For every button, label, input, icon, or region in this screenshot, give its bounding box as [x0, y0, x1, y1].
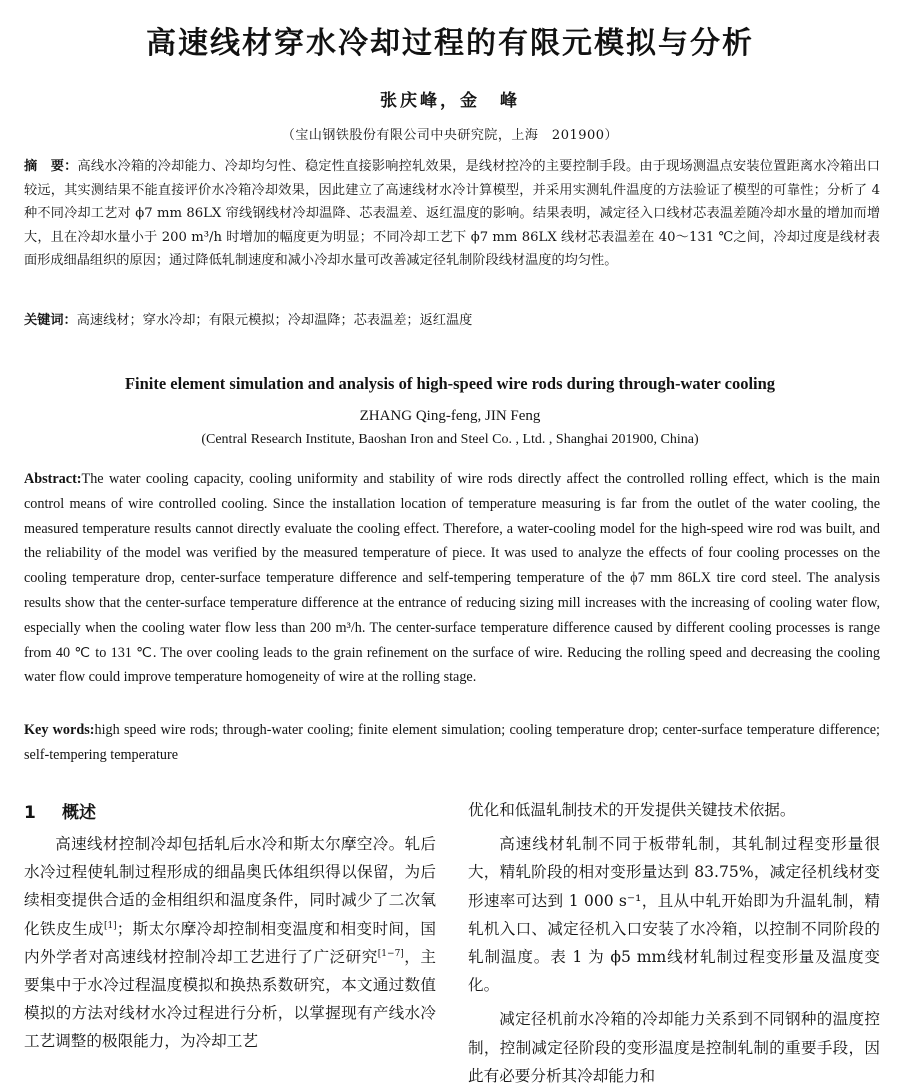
abstract-cn-text: 高线水冷箱的冷却能力、冷却均匀性、稳定性直接影响控轧效果，是线材控冷的主要控制手段。由于现场测温点安装位置距离水冷箱出口较远，其实测结果不能直接评价水冷箱冷却效果，因此建立了高速线材水冷计算模型，并采用实测轧件温度的方法验证了模型的可靠性；分析了 4 种不同冷却工艺对 ϕ7 mm 86LX 帘线钢线材冷却温降、芯表温差、返红温度的影响。结果表明，减定径入口线材芯表温差随冷却水量的增加而增大，且在冷却水量小于 200 m³/h 时增加的幅度更为明显；不同冷却工艺下 ϕ7 mm 86LX 线材芯表温差在 40～131 ℃之间，冷却过度是线材表面形成细晶组织的原因；通过降低轧制速度和减小冷却水量可改善减定径轧制阶段线材温度的均匀性。 — [24, 159, 880, 268]
abstract-cn-label: 摘 要： — [24, 159, 78, 174]
body-paragraph: 高速线材轧制不同于板带轧制，其轧制过程变形量很大，精轧阶段的相对变形量达到 83.75%，减定径机线材变形速率可达到 1 000 s⁻¹，且从中轧开始即为升温轧制，精轧机入口、减定径机入口安装了水冷箱，以控制不同阶段的轧制温度。表 1 为 ϕ5 mm线材轧制过程变形量及温度变化。 — [468, 835, 880, 995]
affiliation-cn: （宝山钢铁股份有限公司中央研究院，上海 201900） — [281, 128, 619, 143]
abstract-en — [24, 467, 880, 690]
authors-en: ZHANG Qing-feng, JIN Feng — [359, 408, 541, 424]
section-title: 概述 — [62, 803, 96, 823]
section-heading — [24, 800, 436, 830]
keywords-cn-label: 关键词： — [24, 313, 77, 328]
authors-cn: 张庆峰，金 峰 — [380, 91, 520, 111]
keywords-cn — [24, 309, 880, 332]
body-paragraph — [24, 830, 436, 1056]
affiliation-en: (Central Research Institute, Baoshan Iron and Steel Co. , Ltd. , Shanghai 201900, China) — [201, 432, 699, 447]
citation-ref: [1] — [103, 920, 117, 931]
abstract-cn — [24, 155, 880, 273]
section-number: 1 — [24, 803, 36, 823]
body-column-right — [468, 796, 880, 1090]
abstract-en-label: Abstract: — [24, 471, 82, 487]
abstract-en-text: The water cooling capacity, cooling uniformity and stability of wire rods directly affect the controlled rolling effect, which is the main control means of wire controlled cooling. Since the installation location of temperature measuring is far from the outlet of the water cooling, the measured temperature results cannot directly evaluate the cooling effect. Therefore, a water-cooling model for the high-speed wire rod was built, and the reliability of the model was verified by the measured temperature of piece. It was used to analyze the effects of four cooling processes on the cooling temperature drop, center-surface temperature difference and self-tempering temperature of the ϕ7 mm 86LX tire cord steel. The analysis results show that the center-surface temperature difference at the entrance of reducing sizing mill increases with the increasing of cooling water flow, especially when the cooling water flow less than 200 m³/h. The center-surface temperature difference caused by different cooling processes is range from 40 ℃ to 131 ℃. The over cooling leads to the grain refinement on the surface of wire. Reducing the rolling speed and decreasing the cooling water flow could improve temperature homogeneity of wire at the rolling stage. — [24, 471, 880, 686]
body-paragraph: 减定径机前水冷箱的冷却能力关系到不同钢种的温度控制，控制减定径阶段的变形温度是控制轧制的重要手段，因此有必要分析其冷却能力和 — [468, 1010, 880, 1085]
body-column-left — [24, 800, 436, 1056]
keywords-cn-text: 高速线材；穿水冷却；有限元模拟；冷却温降；芯表温差；返红温度 — [76, 313, 473, 328]
paper-title-cn: 高速线材穿水冷却过程的有限元模拟与分析 — [146, 26, 754, 61]
paragraph-text: ；斯太尔摩冷却控制相变温度和相变时间，国内外学者对高速线材控制冷却工艺进行了广泛研究 — [24, 919, 436, 966]
keywords-en-text: high speed wire rods; through-water cooling; finite element simulation; cooling temperature drop; center-surface temperature difference; self-tempering temperature — [24, 722, 880, 763]
paragraph-text: 高速线材控制冷却包括轧后水冷和斯太尔摩空冷。轧后水冷过程使轧制过程形成的细晶奥氏体组织得以保留，为后续相变提供合适的金相组织和温度条件，同时减少了二次氧化铁皮生成 — [24, 835, 436, 938]
keywords-en-label: Key words: — [24, 722, 95, 738]
paragraph-text: ，主要集中于水冷过程温度模拟和换热系数研究，本文通过数值模拟的方法对线材水冷过程进行分析，以掌握现有产线水冷工艺调整的极限能力，为冷却工艺 — [24, 947, 436, 1051]
paper-title-en: Finite element simulation and analysis of high-speed wire rods during through-water cooling — [124, 374, 776, 393]
keywords-en — [24, 718, 880, 768]
body-paragraph-continued: 优化和低温轧制技术的开发提供关键技术依据。 — [468, 801, 796, 819]
citation-ref: [1−7] — [377, 948, 404, 959]
